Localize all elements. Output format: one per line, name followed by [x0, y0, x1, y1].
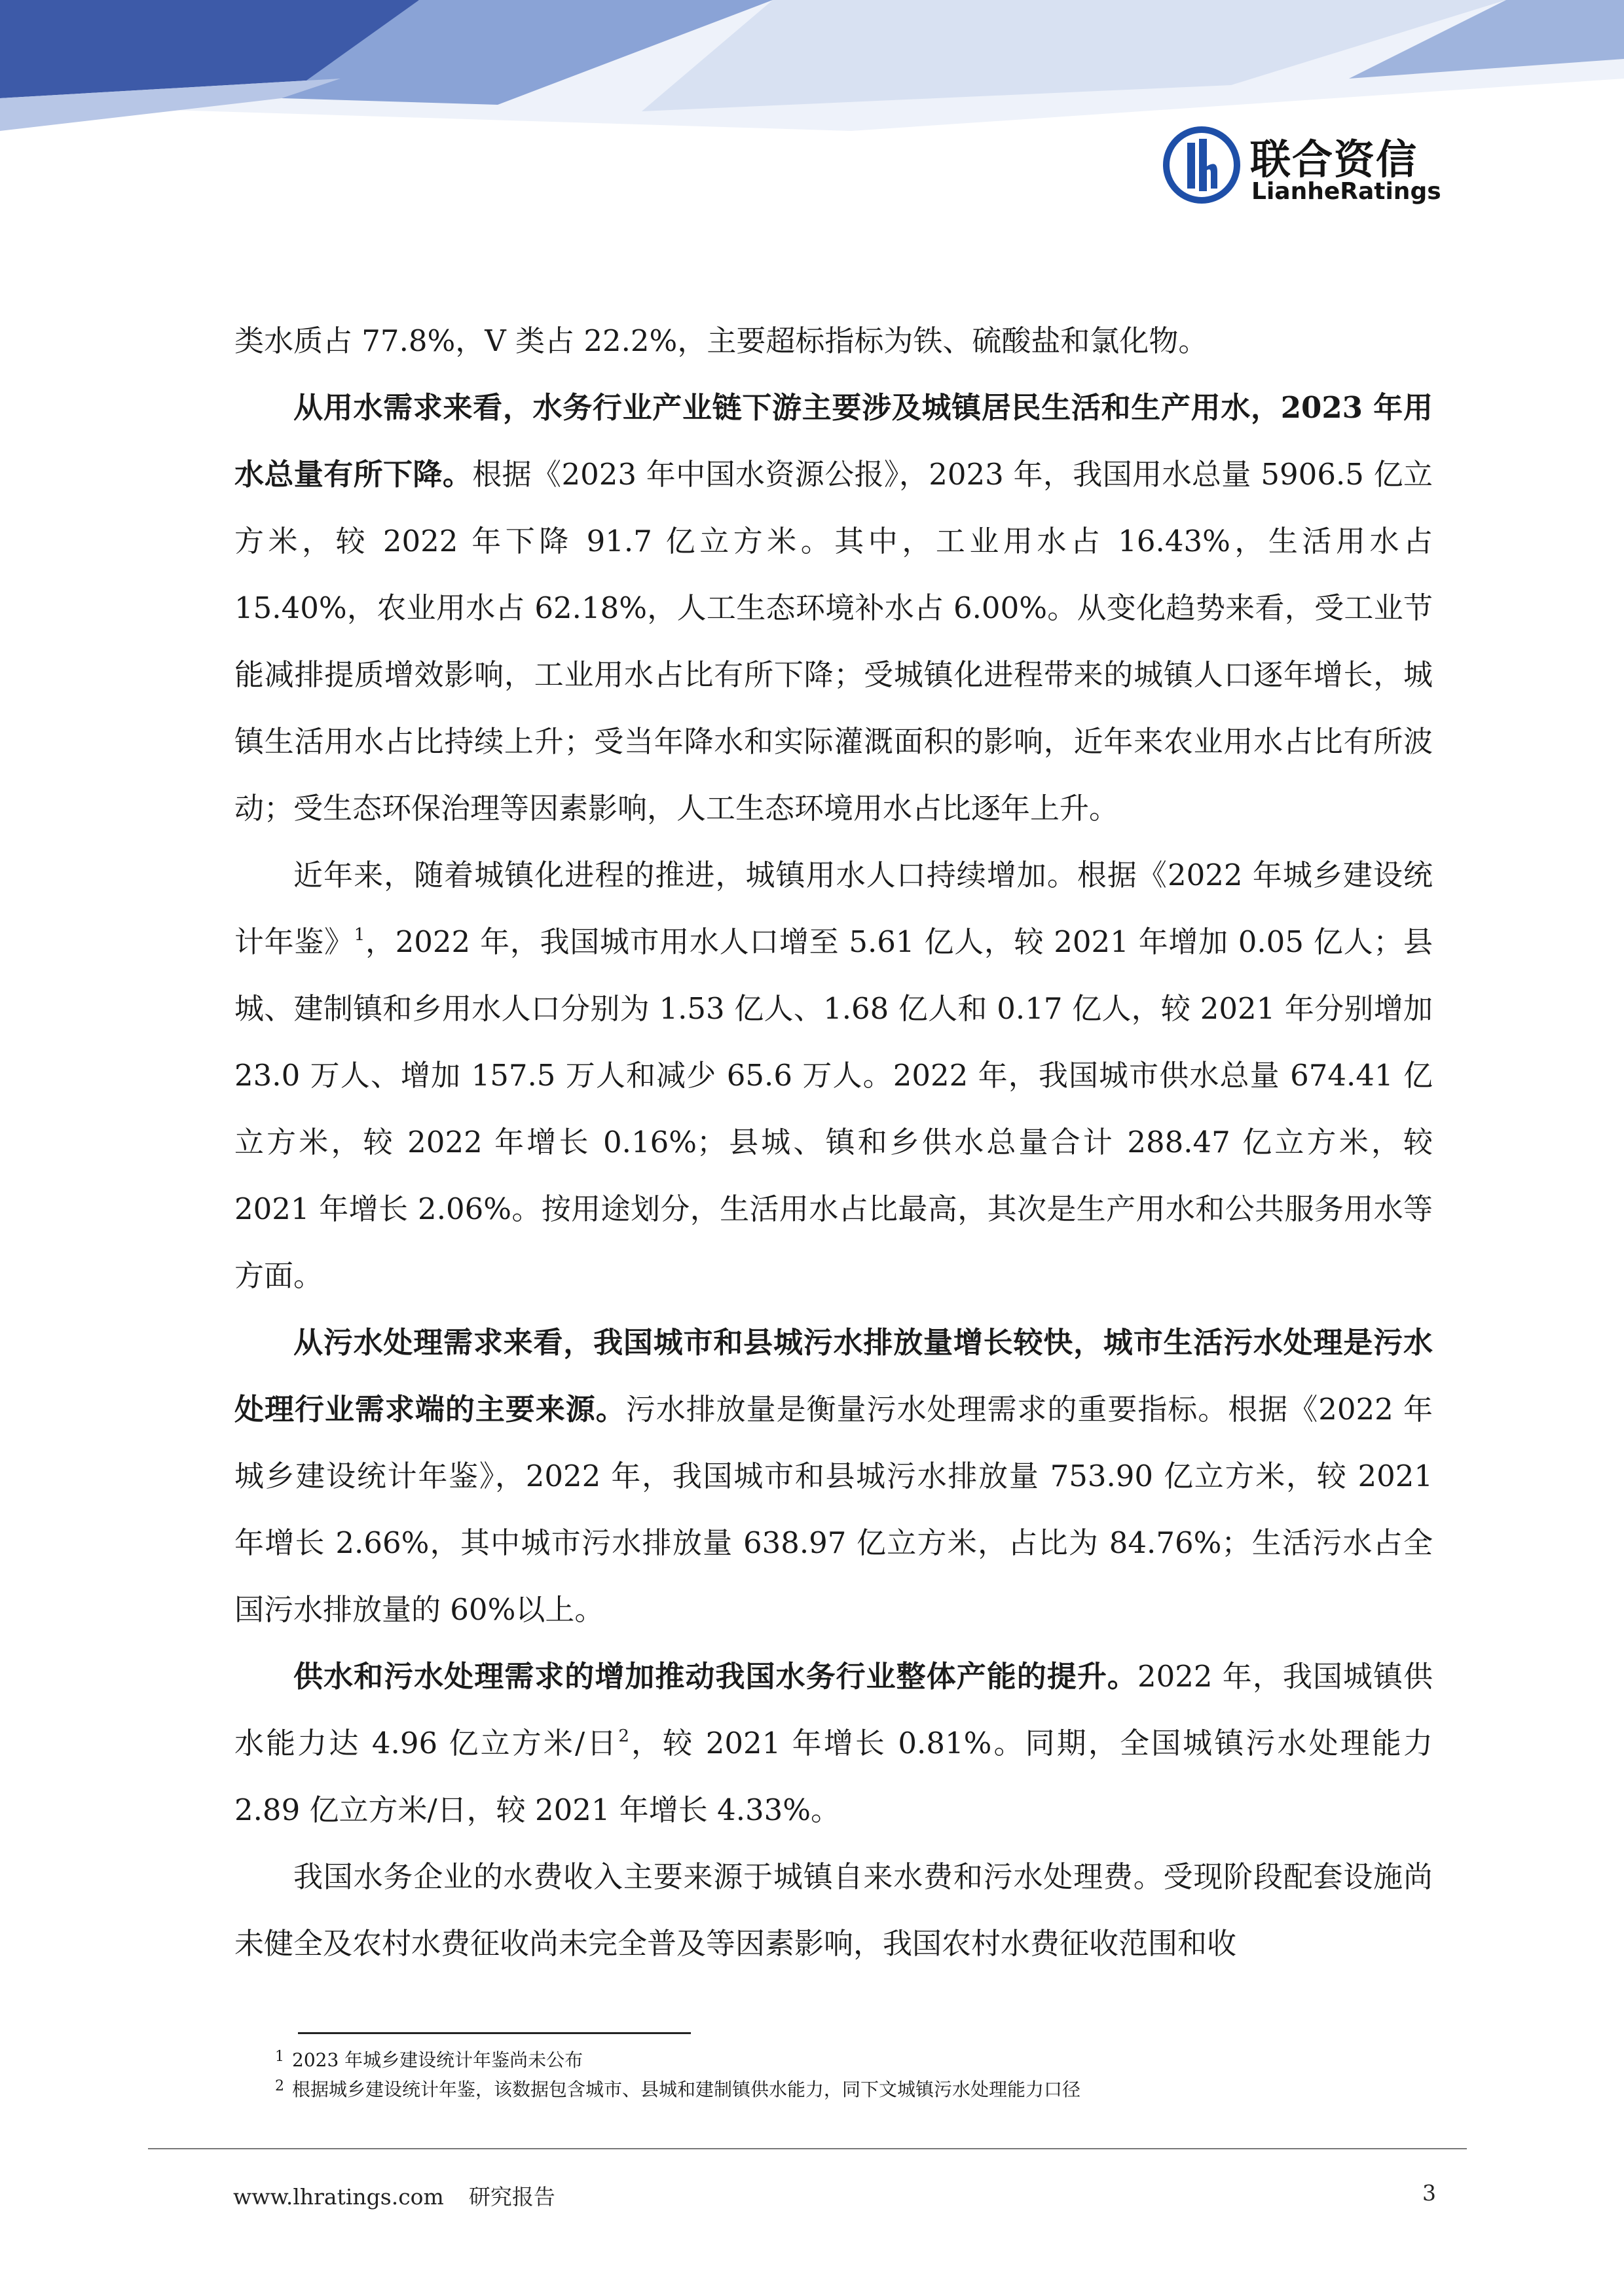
page-number: 3	[1422, 2180, 1436, 2206]
paragraph-lead: 供水和污水处理需求的增加推动我国水务行业整体产能的提升。	[293, 1659, 1137, 1694]
footer-divider	[148, 2148, 1467, 2149]
paragraph-lead: 从污水处理需求来看，我国城市和县城污水排放量增长较快，城市生活污水处理是污水处理行业需求端的主要来源。	[234, 1325, 1433, 1427]
paragraph-text: 近年来，随着城镇化进程的推进，城镇用水人口持续增加。根据《2022 年城乡建设统计年鉴》	[234, 858, 1433, 959]
body-text	[234, 308, 1433, 1977]
logo-chinese-name: 联合资信	[1250, 136, 1418, 183]
footer-report-type: 研究报告	[468, 2184, 555, 2210]
footnote-text: 2023 年城乡建设统计年鉴尚未公布	[292, 2049, 583, 2071]
footnotes	[275, 2044, 1441, 2103]
paragraph-lead: 从用水需求来看，水务行业产业链下游主要涉及城镇居民生活和生产用水，2023 年用水总量有所下降。	[234, 390, 1433, 492]
paragraph-text: ，较 2021 年增长 0.81%。同期，全国城镇污水处理能力 2.89 亿立方米/日，较 2021 年增长 4.33%。	[234, 1726, 1433, 1827]
paragraph-water-quality	[234, 308, 1433, 374]
paragraph-text: 类水质占 77.8%，V 类占 22.2%，主要超标指标为铁、硫酸盐和氯化物。	[234, 323, 1208, 358]
paragraph-text: 2022 年，我国城镇供水能力达 4.96 亿立方米/日	[234, 1659, 1433, 1760]
company-logo	[1162, 126, 1450, 204]
footnote-ref: 1	[354, 925, 365, 945]
paragraph-water-fees	[234, 1844, 1433, 1977]
logo-english-name: LianheRatings	[1251, 178, 1441, 205]
paragraph-capacity	[234, 1643, 1433, 1844]
footnote-divider	[298, 2032, 691, 2034]
footer-left	[233, 2180, 555, 2211]
footnote-1	[275, 2044, 1441, 2073]
footnote-text: 根据城乡建设统计年鉴，该数据包含城市、县城和建制镇供水能力，同下文城镇污水处理能力口径	[292, 2079, 1081, 2100]
paragraph-text: ，2022 年，我国城市用水人口增至 5.61 亿人，较 2021 年增加 0.05 亿人；县城、建制镇和乡用水人口分别为 1.53 亿人、1.68 亿人和 0.17 亿人，较 2021 年分别增加 23.0 万人、增加 157.5 万人和减少 65.6 万人。2022 年，我国城市供水总量 674.41 亿立方米，较 2022 年增长 0.16%；县城、镇和乡供水总量合计 288.47 亿立方米，较 2021 年增长 2.06%。按用途划分，生活用水占比最高，其次是生产用水和公共服务用水等方面。	[234, 924, 1433, 1293]
paragraph-text: 污水排放量是衡量污水处理需求的重要指标。根据《2022 年城乡建设统计年鉴》，2022 年，我国城市和县城污水排放量 753.90 亿立方米，较 2021 年增长 2.66%，其中城市污水排放量 638.97 亿立方米，占比为 84.76%；生活污水占全国污水排放量的 60%以上。	[234, 1392, 1433, 1627]
paragraph-water-demand	[234, 374, 1433, 842]
footnote-2	[275, 2073, 1441, 2103]
paragraph-urban-population	[234, 842, 1433, 1309]
footnote-ref: 2	[618, 1726, 629, 1746]
footer-url[interactable]: www.lhratings.com	[233, 2184, 444, 2210]
lianhe-logo-icon	[1162, 126, 1241, 204]
paragraph-sewage-demand	[234, 1309, 1433, 1643]
footnote-number: 2	[275, 2078, 284, 2094]
paragraph-text: 我国水务企业的水费收入主要来源于城镇自来水费和污水处理费。受现阶段配套设施尚未健全及农村水费征收尚未完全普及等因素影响，我国农村水费征收范围和收	[234, 1859, 1433, 1961]
footnote-number: 1	[275, 2049, 284, 2065]
paragraph-text: 根据《2023 年中国水资源公报》，2023 年，我国用水总量 5906.5 亿立方米，较 2022 年下降 91.7 亿立方米。其中，工业用水占 16.43%，生活用水占 15.40%，农业用水占 62.18%，人工生态环境补水占 6.00%。从变化趋势来看，受工业节能减排提质增效影响，工业用水占比有所下降；受城镇化进程带来的城镇人口逐年增长，城镇生活用水占比持续上升；受当年降水和实际灌溉面积的影响，近年来农业用水占比有所波动；受生态环保治理等因素影响，人工生态环境用水占比逐年上升。	[234, 457, 1433, 826]
